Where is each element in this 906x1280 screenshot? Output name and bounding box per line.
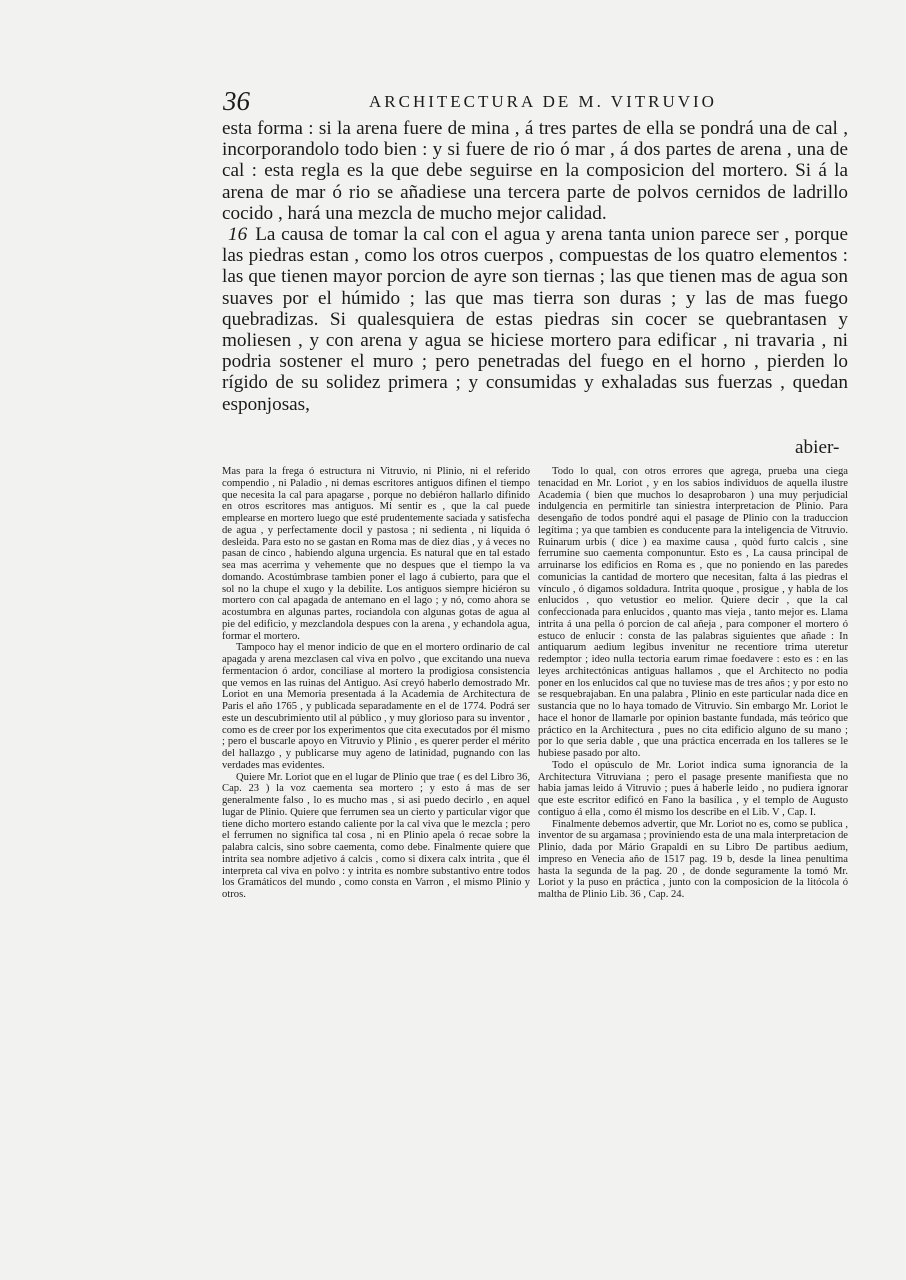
note-paragraph: Tampoco hay el menor indicio de que en el mortero ordinario de cal apagada y arena mezclasen cal viva en polvo , que excitando una nueva fermentacion ó ardor, conciliase al mortero la prodigiosa consistencia que vemos en las ruinas del Antiguo. Así creyó haberlo demostrado Mr. Loriot en una Memoria presentada á la Academia de Architectura de Paris el año 1765 , y publicada separadamente en el de 1774. Podrá ser este un descubrimiento util al público , y muy glorioso para su inventor , como es de creer por los experimentos que cita executados por él mismo ; pero el buscarle apoyo en Vitruvio y Plinio , es querer perder el mérito del hallazgo , y publicarse muy ageno de latinidad, pugnando con las verdades mas evidentes.	[222, 642, 530, 771]
main-text	[222, 118, 848, 415]
running-head: ARCHITECTURA DE M. VITRUVIO	[369, 92, 717, 111]
note-paragraph: Todo el opúsculo de Mr. Loriot indica suma ignorancia de la Architectura Vitruviana ; pero el pasage presente manifiesta que no habia jamas leido á Vitruvio ; pues á haberle leido , no pudiera ignorar que este escritor edificó en Fano la basílica , y el templo de Augusto contiguo á ella , como él mismo los describe en el Lib. V , Cap. I.	[538, 759, 848, 818]
main-paragraph-2-text: La causa de tomar la cal con el agua y arena tanta union parece ser , porque las piedras estan , como los otros cuerpos , compuestas de los quatro elementos : las que tienen mayor porcion de ayre son tiernas ; las que tienen mas de agua son suaves por el húmido ; las que mas tierra son duras ; y las de mas fuego quebradizas. Si qualesquiera de estas piedras sin cocer se quebrantasen y moliesen , y con arena y agua se hiciese mortero para edificar , ni travaria , ni podria sostener el muro ; pero penetradas del fuego en el horno , pierden lo rígido de su solidez primera ; y consumidas y exhaladas sus fuerzas , quedan esponjosas,	[222, 224, 848, 415]
paragraph-number: 16	[228, 224, 248, 246]
page-header	[223, 86, 847, 120]
note-paragraph: Mas para la frega ó estructura ni Vitruvio, ni Plinio, ni el referido compendio , ni Paladio , ni demas escritores antiguos difinen el tiempo que necesita la cal para apagarse , porque no debiéron hallarlo difinido en otros escritores mas antiguos. Mi sentir es , que la cal puede emplearse en mortero luego que esté prudentemente saciada y satisfecha de agua , y perfectamente docil y pastosa ; ni sedienta , ni líquida ó desleida. Para esto no se gastan en Roma mas de diez dias , y á veces no pasan de cinco , habiendo alguna urgencia. Es natural que en tal estado sea mas acerrima y vehemente que no despues que el tiempo la va domando. Acostúmbrase tambien poner el lago á cubierto, para que el sol no la chupe el xugo y la debilite. Los antiguos siempre hiciéron su mortero con cal apagada de antemano en el lago ; y nó, como ahora se acostumbra en algunas partes, rociandola con algunas gotas de agua al pie del edificio, y mezclandola despues con la arena , y echandola agua, formar el mortero.	[222, 466, 530, 642]
note-paragraph: Todo lo qual, con otros errores que agrega, prueba una ciega tenacidad en Mr. Loriot , y en los sabios individuos de aquella ilustre Academia ( bien que muchos lo desaprobaron ) una muy perjudicial indulgencia en permitirle tan siniestra interpretacion de Plinio. Para desengaño de todos pondré aqui el pasage de Plinio con la traduccion legítima ; ya que tambien es conducente para la inteligencia de Vitruvio. Ruinarum urbis ( dice ) ea maxime causa , quòd furto calcis , sine ferrumine suo caementa componuntur. Esto es , La causa principal de arruinarse los edificios en Roma es , que no poniendo en las paredes comunicias la cantidad de mortero que necesitan, falta á las piedras el vínculo , ó digamos soldadura. Intrita quoque , prosigue , y habla de los enlucidos , quo vetustior eo melior. Quiere decir , que la cal confeccionada para enlucidos , quanto mas vieja , tanto mejor es. Llama intrita á una pella ó porcion de cal añeja , para componer el mortero ó estuco de enlucir : consta de las palabras siguientes que añade : In antiquarum aedium legibus invenitur ne recentiore trima uteretur redemptor ; ideo nulla tectoria earum rimae foedavere : esto es : en las leyes architectónicas antiguas hallamos , que el Architecto no podia poner en los enlucidos cal que no tuviese mas de tres años ; y por esto no se resquebrajaban. En una palabra , Plinio en este particular nada dice en sustancia que no lo haya tomado de Vitruvio. Sin embargo Mr. Loriot le hace el honor de llamarle por opinion bastante fundada, más teórico que práctico en la Architectura , pues no cita edificio alguno de su mano ; por lo que seria dable , que una práctica encerrada en los talleres se le hubiese pasado por alto.	[538, 466, 848, 759]
catchword: abier-	[795, 437, 840, 458]
note-paragraph: Quiere Mr. Loriot que en el lugar de Plinio que trae ( es del Libro 36, Cap. 23 ) la voz caementa sea mortero ; y esto á mas de ser generalmente falso , lo es mucho mas , si asi puedo decirlo , en aquel lugar de Plinio. Quiere que ferrumen sea un cierto y particular vigor que tiene dicho mortero estando caliente por la cal viva que le mezcla ; pero el ferrumen no significa tal cosa , ni en Plinio apela ó recae sobre la palabra calcis, sino sobre caementa, como debe. Finalmente quiere que intrita sea nombre adjetivo á calcis , como si dixera calx intrita , que él interpreta cal viva en polvo : y intrita es nombre substantivo entre todos los Gramáticos del mundo , como consta en Varron , el mismo Plinio y otros.	[222, 771, 530, 900]
notes-left-column	[222, 466, 530, 901]
page-number: 36	[223, 86, 250, 116]
main-paragraph-2	[222, 224, 848, 415]
main-paragraph-1: esta forma : si la arena fuere de mina , á tres partes de ella se pondrá una de cal , incorporandolo todo bien : y si fuere de rio ó mar , á dos partes de arena , una de cal : esta regla es la que debe seguirse en la composicion del mortero. Si á la arena de mar ó rio se añadiese una tercera parte de polvos cernidos de ladrillo cocido , hará una mezcla de mucho mejor calidad.	[222, 118, 848, 224]
notes-right-column	[538, 466, 848, 901]
note-paragraph: Finalmente debemos advertir, que Mr. Loriot no es, como se publica , inventor de su argamasa ; proviniendo esta de una mala interpretacion de Plinio, dada por Mário Grapaldi en su Libro De partibus aedium, impreso en Venecia año de 1517 pag. 19 b, desde la linea penultima hasta la segunda de la pag. 20 , de donde seguramente la tomó Mr. Loriot y la puso en práctica , junto con la composicion de la litócola ó maltha de Plinio Lib. 36 , Cap. 24.	[538, 818, 848, 900]
